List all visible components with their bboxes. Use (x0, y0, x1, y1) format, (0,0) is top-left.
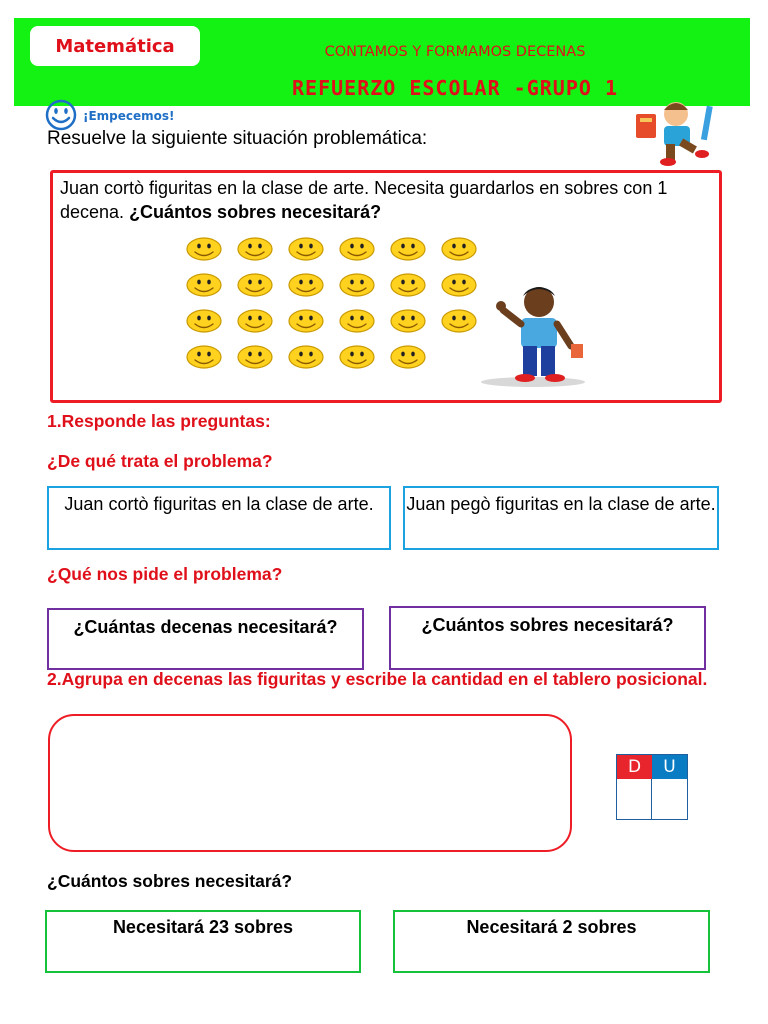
problem-statement (60, 176, 710, 224)
instruction-text: Resuelve la siguiente situación problemática: (47, 128, 428, 149)
smiley-figurine-icon (187, 238, 221, 260)
answer-option-2b[interactable] (389, 606, 706, 670)
section1-heading: 1.Responde las preguntas: (47, 411, 271, 431)
smiley-figurine-icon (391, 238, 425, 260)
units-cell[interactable] (652, 779, 687, 819)
question-how-many: ¿Cuántos sobres necesitará? (47, 871, 293, 891)
answer-option-3a[interactable] (45, 910, 361, 973)
start-label: ¡Empecemos! (83, 109, 175, 123)
header-group-title: REFUERZO ESCOLAR -GRUPO 1 (291, 76, 619, 100)
answer-option-1a[interactable] (47, 486, 391, 550)
header-topic: CONTAMOS Y FORMAMOS DECENAS (324, 44, 586, 60)
answer-option-text: Juan cortò figuritas en la clase de arte. (64, 494, 374, 514)
smiley-figurine-icon (289, 310, 323, 332)
answer-option-2a[interactable] (47, 608, 364, 670)
smiley-outline-icon (44, 98, 78, 132)
grouping-drawing-area[interactable] (48, 714, 572, 852)
answer-option-1b[interactable] (403, 486, 719, 550)
smiley-figurine-icon (289, 346, 323, 368)
smiley-figurine-icon (391, 274, 425, 296)
running-student-illustration (632, 100, 732, 168)
smiley-figurine-icon (340, 274, 374, 296)
smiley-figurine-icon (442, 310, 476, 332)
units-header: U (652, 755, 687, 779)
question-what-about: ¿De qué trata el problema? (47, 451, 273, 471)
smiley-figurine-icon (391, 346, 425, 368)
smiley-figurine-icon (340, 310, 374, 332)
answer-option-3b[interactable] (393, 910, 710, 973)
smiley-figurine-icon (238, 274, 272, 296)
answer-option-text: Juan pegò figuritas en la clase de arte. (406, 494, 716, 514)
smiley-figurine-icon (238, 238, 272, 260)
answer-option-text: ¿Cuántas decenas necesitará? (73, 617, 338, 637)
smiley-figurine-icon (238, 346, 272, 368)
smiley-figurine-icon (340, 346, 374, 368)
tens-header: D (617, 755, 652, 779)
smiley-figurine-icon (238, 310, 272, 332)
smiley-figurine-icon (187, 274, 221, 296)
figurines-grid (184, 234, 484, 374)
answer-option-text: ¿Cuántos sobres necesitará? (421, 615, 674, 635)
smiley-figurine-icon (187, 310, 221, 332)
question-what-asks: ¿Qué nos pide el problema? (47, 564, 283, 584)
smiley-figurine-icon (442, 274, 476, 296)
tens-cell[interactable] (617, 779, 652, 819)
smiley-figurine-icon (442, 238, 476, 260)
answer-option-text: Necesitará 2 sobres (466, 917, 637, 937)
smiley-figurine-icon (187, 346, 221, 368)
problem-text: Juan cortò figuritas en la clase de arte. Necesita guardarlos en sobres con 1 decena. (60, 178, 668, 222)
section2-heading: 2.Agrupa en decenas las figuritas y escribe la cantidad en el tablero posicional. (47, 669, 708, 689)
subject-label: Matemática (30, 26, 200, 66)
smiley-figurine-icon (289, 274, 323, 296)
boy-illustration (475, 284, 595, 388)
place-value-table (616, 754, 688, 820)
smiley-figurine-icon (289, 238, 323, 260)
smiley-figurine-icon (391, 310, 425, 332)
smiley-figurine-icon (340, 238, 374, 260)
answer-option-text: Necesitará 23 sobres (112, 917, 294, 937)
problem-question: ¿Cuántos sobres necesitará? (129, 202, 382, 222)
